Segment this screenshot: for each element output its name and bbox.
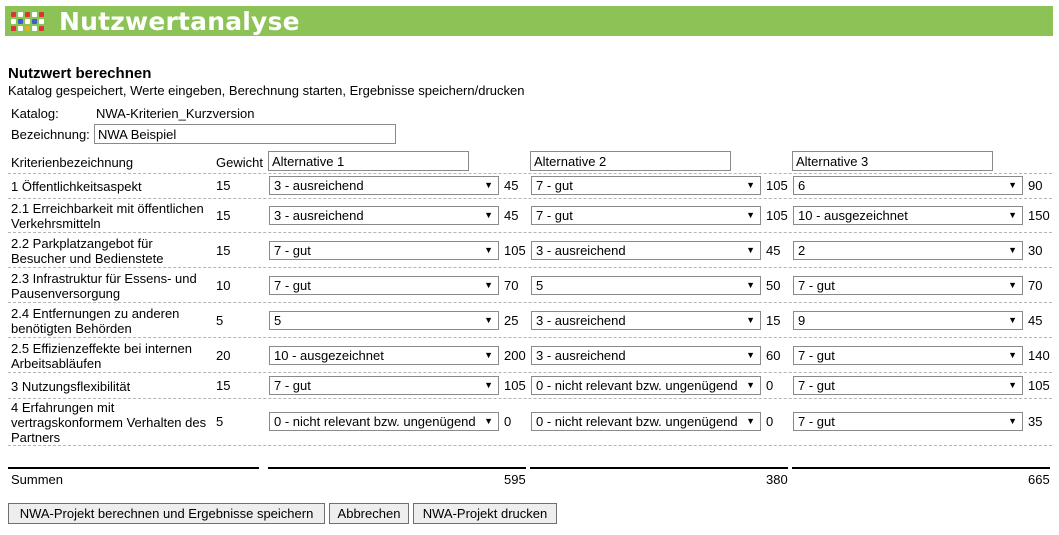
rating-select-value: 3 - ausreichend	[274, 178, 364, 193]
score-alternative-3: 140	[1028, 347, 1050, 363]
score-alternative-2: 60	[766, 347, 781, 363]
rating-select-alternative-3[interactable]	[793, 346, 1023, 365]
row-divider	[8, 198, 1052, 199]
rating-select-alternative-2[interactable]	[531, 206, 761, 225]
name-field[interactable]	[94, 124, 396, 144]
weight-value: 15	[216, 242, 231, 258]
chevron-down-icon: ▼	[1008, 349, 1017, 360]
criterion-label: 2.5 Effizienzeffekte bei internen Arbeitsabläufen	[11, 340, 192, 371]
chevron-down-icon: ▼	[484, 349, 493, 360]
weight-value: 20	[216, 347, 231, 363]
row-divider	[8, 302, 1052, 303]
rating-select-alternative-1[interactable]	[269, 311, 499, 330]
chevron-down-icon: ▼	[1008, 279, 1017, 290]
rating-select-alternative-3[interactable]	[793, 176, 1023, 195]
weight-value: 15	[216, 178, 231, 193]
row-divider	[8, 337, 1052, 338]
rating-select-value: 7 - gut	[274, 378, 311, 393]
rating-select-alternative-3[interactable]	[793, 311, 1023, 330]
score-alternative-2: 15	[766, 312, 781, 328]
rating-select-alternative-3[interactable]	[793, 376, 1023, 395]
rating-select-value: 6	[798, 178, 806, 193]
score-alternative-3: 30	[1028, 242, 1043, 258]
page-subtitle: Katalog gespeichert, Werte eingeben, Berechnung starten, Ergebnisse speichern/drucken	[8, 83, 525, 98]
chevron-down-icon: ▼	[746, 314, 755, 325]
row-divider	[8, 445, 1052, 446]
rating-select-value: 7 - gut	[798, 378, 835, 393]
rating-select-value: 7 - gut	[798, 277, 835, 293]
rating-select-value: 10 - ausgezeichnet	[274, 347, 384, 363]
column-header-weight: Gewicht	[216, 155, 263, 170]
rating-select-value: 7 - gut	[536, 207, 573, 223]
rating-select-value: 9	[798, 312, 806, 328]
app-title: Nutzwertanalyse	[59, 6, 300, 36]
chevron-down-icon: ▼	[746, 279, 755, 290]
sum-divider	[8, 467, 259, 469]
rating-select-value: 5	[536, 277, 544, 293]
page-title: Nutzwert berechnen	[8, 65, 152, 82]
alternative-3-name-field[interactable]	[792, 151, 993, 171]
cancel-button[interactable]: Abbrechen	[329, 503, 409, 524]
criterion-label: 2.1 Erreichbarkeit mit öffentlichen Verkehrsmitteln	[11, 200, 204, 231]
score-alternative-3: 35	[1028, 414, 1043, 429]
weight-value: 5	[216, 414, 224, 429]
app-header	[5, 6, 1053, 36]
chevron-down-icon: ▼	[1008, 416, 1017, 426]
rating-select-alternative-3[interactable]	[793, 241, 1023, 260]
rating-select-value: 0 - nicht relevant bzw. ungenügend	[536, 378, 738, 393]
catalog-label: Katalog:	[11, 106, 59, 121]
chevron-down-icon: ▼	[1008, 314, 1017, 325]
rating-select-alternative-3[interactable]	[793, 412, 1023, 431]
column-header-criterion: Kriterienbezeichnung	[11, 155, 134, 170]
criterion-label: 1 Öffentlichkeitsaspekt	[11, 178, 142, 194]
criterion-label: 2.4 Entfernungen zu anderen benötigten Behörden	[11, 305, 180, 336]
rating-select-alternative-2[interactable]	[531, 311, 761, 330]
score-alternative-1: 45	[504, 207, 519, 223]
criterion-label: 2.3 Infrastruktur für Essens- und Pausenversorgung	[11, 270, 197, 301]
rating-select-alternative-2[interactable]	[531, 376, 761, 395]
score-alternative-1: 0	[504, 414, 512, 429]
chevron-down-icon: ▼	[746, 209, 755, 220]
rating-select-alternative-1[interactable]	[269, 241, 499, 260]
score-alternative-3: 70	[1028, 277, 1043, 293]
score-alternative-3: 90	[1028, 178, 1043, 193]
score-alternative-2: 105	[766, 178, 788, 193]
chevron-down-icon: ▼	[1008, 244, 1017, 255]
rating-select-value: 3 - ausreichend	[536, 312, 626, 328]
rating-select-alternative-2[interactable]	[531, 412, 761, 431]
chevron-down-icon: ▼	[1008, 209, 1017, 220]
score-alternative-2: 105	[766, 207, 788, 223]
rating-select-alternative-3[interactable]	[793, 276, 1023, 295]
criterion-label: 2.2 Parkplatzangebot für Besucher und Bedienstete	[11, 235, 164, 266]
rating-select-value: 7 - gut	[274, 242, 311, 258]
rating-select-value: 2	[798, 242, 806, 258]
rating-select-value: 7 - gut	[536, 178, 573, 193]
criterion-label: 4 Erfahrungen mit vertragskonformem Verhalten des Partners	[11, 399, 207, 445]
rating-select-value: 0 - nicht relevant bzw. ungenügend	[536, 414, 738, 429]
row-divider	[8, 267, 1052, 268]
chevron-down-icon: ▼	[484, 180, 493, 190]
rating-select-alternative-1[interactable]	[269, 206, 499, 225]
score-alternative-1: 105	[504, 242, 526, 258]
calculate-save-button[interactable]: NWA-Projekt berechnen und Ergebnisse speichern	[8, 503, 325, 524]
rating-select-alternative-1[interactable]	[269, 346, 499, 365]
chevron-down-icon: ▼	[484, 209, 493, 220]
rating-select-alternative-3[interactable]	[793, 206, 1023, 225]
row-divider	[8, 232, 1052, 233]
score-alternative-1: 105	[504, 378, 526, 393]
rating-select-value: 7 - gut	[274, 277, 311, 293]
sum-divider	[268, 467, 526, 469]
sum-alternative-3: 665	[1028, 472, 1050, 487]
chevron-down-icon: ▼	[746, 244, 755, 255]
rating-select-value: 0 - nicht relevant bzw. ungenügend	[274, 414, 476, 429]
chevron-down-icon: ▼	[746, 180, 755, 190]
chevron-down-icon: ▼	[484, 279, 493, 290]
rating-select-alternative-1[interactable]	[269, 276, 499, 295]
rating-select-value: 7 - gut	[798, 414, 835, 429]
name-label: Bezeichnung:	[11, 127, 90, 142]
alternative-1-name-field[interactable]	[268, 151, 469, 171]
abacus-icon	[9, 9, 51, 33]
rating-select-alternative-2[interactable]	[531, 176, 761, 195]
score-alternative-3: 45	[1028, 312, 1043, 328]
chevron-down-icon: ▼	[746, 416, 755, 426]
weight-value: 15	[216, 207, 231, 223]
score-alternative-2: 50	[766, 277, 781, 293]
row-divider	[8, 173, 1052, 174]
weight-value: 5	[216, 312, 224, 328]
chevron-down-icon: ▼	[746, 380, 755, 390]
score-alternative-1: 70	[504, 277, 519, 293]
score-alternative-2: 45	[766, 242, 781, 258]
chevron-down-icon: ▼	[484, 244, 493, 255]
sum-label: Summen	[11, 472, 64, 487]
rating-select-value: 5	[274, 312, 282, 328]
score-alternative-1: 200	[504, 347, 526, 363]
score-alternative-2: 0	[766, 414, 774, 429]
criterion-label: 3 Nutzungsflexibilität	[11, 378, 131, 394]
rating-select-alternative-1[interactable]	[269, 376, 499, 395]
print-button[interactable]: NWA-Projekt drucken	[413, 503, 557, 524]
score-alternative-2: 0	[766, 378, 774, 393]
weight-value: 10	[216, 277, 231, 293]
rating-select-alternative-2[interactable]	[531, 241, 761, 260]
score-alternative-3: 150	[1028, 207, 1050, 223]
rating-select-value: 3 - ausreichend	[536, 347, 626, 363]
chevron-down-icon: ▼	[484, 314, 493, 325]
row-divider	[8, 372, 1052, 373]
chevron-down-icon: ▼	[484, 416, 493, 426]
rating-select-alternative-2[interactable]	[531, 276, 761, 295]
rating-select-alternative-2[interactable]	[531, 346, 761, 365]
score-alternative-3: 105	[1028, 378, 1050, 393]
rating-select-value: 10 - ausgezeichnet	[798, 207, 908, 223]
score-alternative-1: 45	[504, 178, 519, 193]
rating-select-value: 3 - ausreichend	[274, 207, 364, 223]
chevron-down-icon: ▼	[1008, 180, 1017, 190]
catalog-value: NWA-Kriterien_Kurzversion	[96, 106, 255, 121]
sum-divider	[792, 467, 1050, 469]
chevron-down-icon: ▼	[484, 380, 493, 390]
weight-value: 15	[216, 378, 231, 393]
sum-divider	[530, 467, 788, 469]
chevron-down-icon: ▼	[746, 349, 755, 360]
rating-select-value: 7 - gut	[798, 347, 835, 363]
alternative-2-name-field[interactable]	[530, 151, 731, 171]
sum-alternative-2: 380	[766, 472, 788, 487]
sum-alternative-1: 595	[504, 472, 526, 487]
rating-select-alternative-1[interactable]	[269, 176, 499, 195]
rating-select-alternative-1[interactable]	[269, 412, 499, 431]
chevron-down-icon: ▼	[1008, 380, 1017, 390]
score-alternative-1: 25	[504, 312, 519, 328]
rating-select-value: 3 - ausreichend	[536, 242, 626, 258]
